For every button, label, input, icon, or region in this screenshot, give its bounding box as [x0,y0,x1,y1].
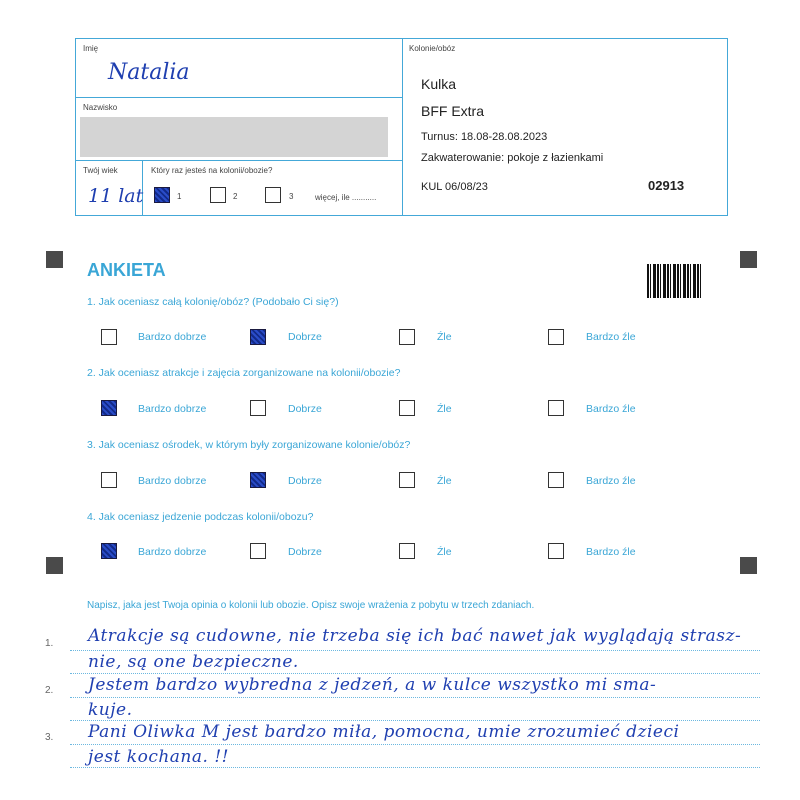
times-option-1: 1 [177,192,182,201]
accommodation: Zakwaterowanie: pokoje z łazienkami [421,152,604,164]
alignment-marker [740,251,757,268]
writing-line [70,744,760,745]
option-label: Bardzo dobrze [138,403,207,415]
option-label: Dobrze [288,331,322,343]
option-label: Bardzo źle [586,403,636,415]
option-label: Dobrze [288,546,322,558]
question-1: 1. Jak oceniasz całą kolonię/obóz? (Podobało Ci się?) [87,296,339,308]
times-checkbox-2[interactable] [210,187,226,203]
line-number: 1. [45,638,54,649]
times-option-2: 2 [233,192,238,201]
q2-option-bardzo-zle[interactable] [548,400,564,416]
opinion-prompt: Napisz, jaka jest Twoja opinia o kolonii lub obozie. Opisz swoje wrażenia z pobytu w trzech zdaniach. [87,600,535,611]
q4-option-dobrze[interactable] [250,543,266,559]
option-label: Bardzo dobrze [138,546,207,558]
option-label: Bardzo źle [586,331,636,343]
surname-redacted [80,117,388,157]
option-label: Bardzo źle [586,475,636,487]
option-label: Dobrze [288,475,322,487]
name-value: Natalia [108,60,190,85]
writing-line [70,697,760,698]
camp-name: Kulka [421,76,457,92]
survey-title: ANKIETA [87,260,166,280]
option-label: Bardzo dobrze [138,475,207,487]
answer-line: Pani Oliwka M jest bardzo miła, pomocna, umie zrozumieć dzieci [88,722,680,742]
camp-label: Kolonie/obóz [409,44,456,53]
option-label: Bardzo dobrze [138,331,207,343]
times-option-3: 3 [289,192,294,201]
age-value: 11 lat [88,185,144,207]
answer-line: Jestem bardzo wybredna z jedzeń, a w kulce wszystko mi sma- [88,675,657,695]
name-label: Imię [83,44,99,53]
times-more: więcej, ile ........... [315,193,377,202]
camp-code: KUL 06/08/23 [421,181,488,193]
alignment-marker [46,251,63,268]
q1-option-bardzo-zle[interactable] [548,329,564,345]
option-label: Źle [437,403,452,415]
option-label: Dobrze [288,403,322,415]
q1-option-bardzo-dobrze[interactable] [101,329,117,345]
q4-option-zle[interactable] [399,543,415,559]
form-number: 02913 [648,178,685,193]
times-checkbox-1[interactable] [154,187,170,203]
alignment-marker [46,557,63,574]
header-divider [402,38,403,216]
option-label: Bardzo źle [586,546,636,558]
line-number: 3. [45,732,54,743]
camp-program: BFF Extra [421,103,485,119]
divider [75,97,402,98]
question-3: 3. Jak oceniasz ośrodek, w którym były zorganizowane kolonie/obóz? [87,439,411,451]
answer-line: nie, są one bezpieczne. [88,652,299,672]
writing-line [70,720,760,721]
alignment-marker [740,557,757,574]
barcode [647,264,701,298]
answer-line: Atrakcje są cudowne, nie trzeba się ich bać nawet jak wyglądają strasz- [88,626,742,646]
q3-option-bardzo-zle[interactable] [548,472,564,488]
writing-line [70,650,760,651]
times-label: Który raz jesteś na kolonii/obozie? [151,166,273,175]
question-2: 2. Jak oceniasz atrakcje i zajęcia zorganizowane na kolonii/obozie? [87,367,401,379]
age-label: Twój wiek [83,166,118,175]
q3-option-dobrze[interactable] [250,472,266,488]
q1-option-dobrze[interactable] [250,329,266,345]
q1-option-zle[interactable] [399,329,415,345]
q2-option-bardzo-dobrze[interactable] [101,400,117,416]
question-4: 4. Jak oceniasz jedzenie podczas kolonii/obozu? [87,511,314,523]
q2-option-dobrze[interactable] [250,400,266,416]
surname-label: Nazwisko [83,103,118,112]
answer-line: jest kochana. !! [88,747,229,767]
option-label: Źle [437,475,452,487]
turnus: Turnus: 18.08-28.08.2023 [421,131,548,143]
q3-option-zle[interactable] [399,472,415,488]
line-number: 2. [45,685,54,696]
option-label: Źle [437,331,452,343]
times-checkbox-3[interactable] [265,187,281,203]
q4-option-bardzo-dobrze[interactable] [101,543,117,559]
divider [75,160,402,161]
q4-option-bardzo-zle[interactable] [548,543,564,559]
q3-option-bardzo-dobrze[interactable] [101,472,117,488]
q2-option-zle[interactable] [399,400,415,416]
answer-line: kuje. [88,700,133,720]
option-label: Źle [437,546,452,558]
writing-line [70,673,760,674]
writing-line [70,767,760,768]
